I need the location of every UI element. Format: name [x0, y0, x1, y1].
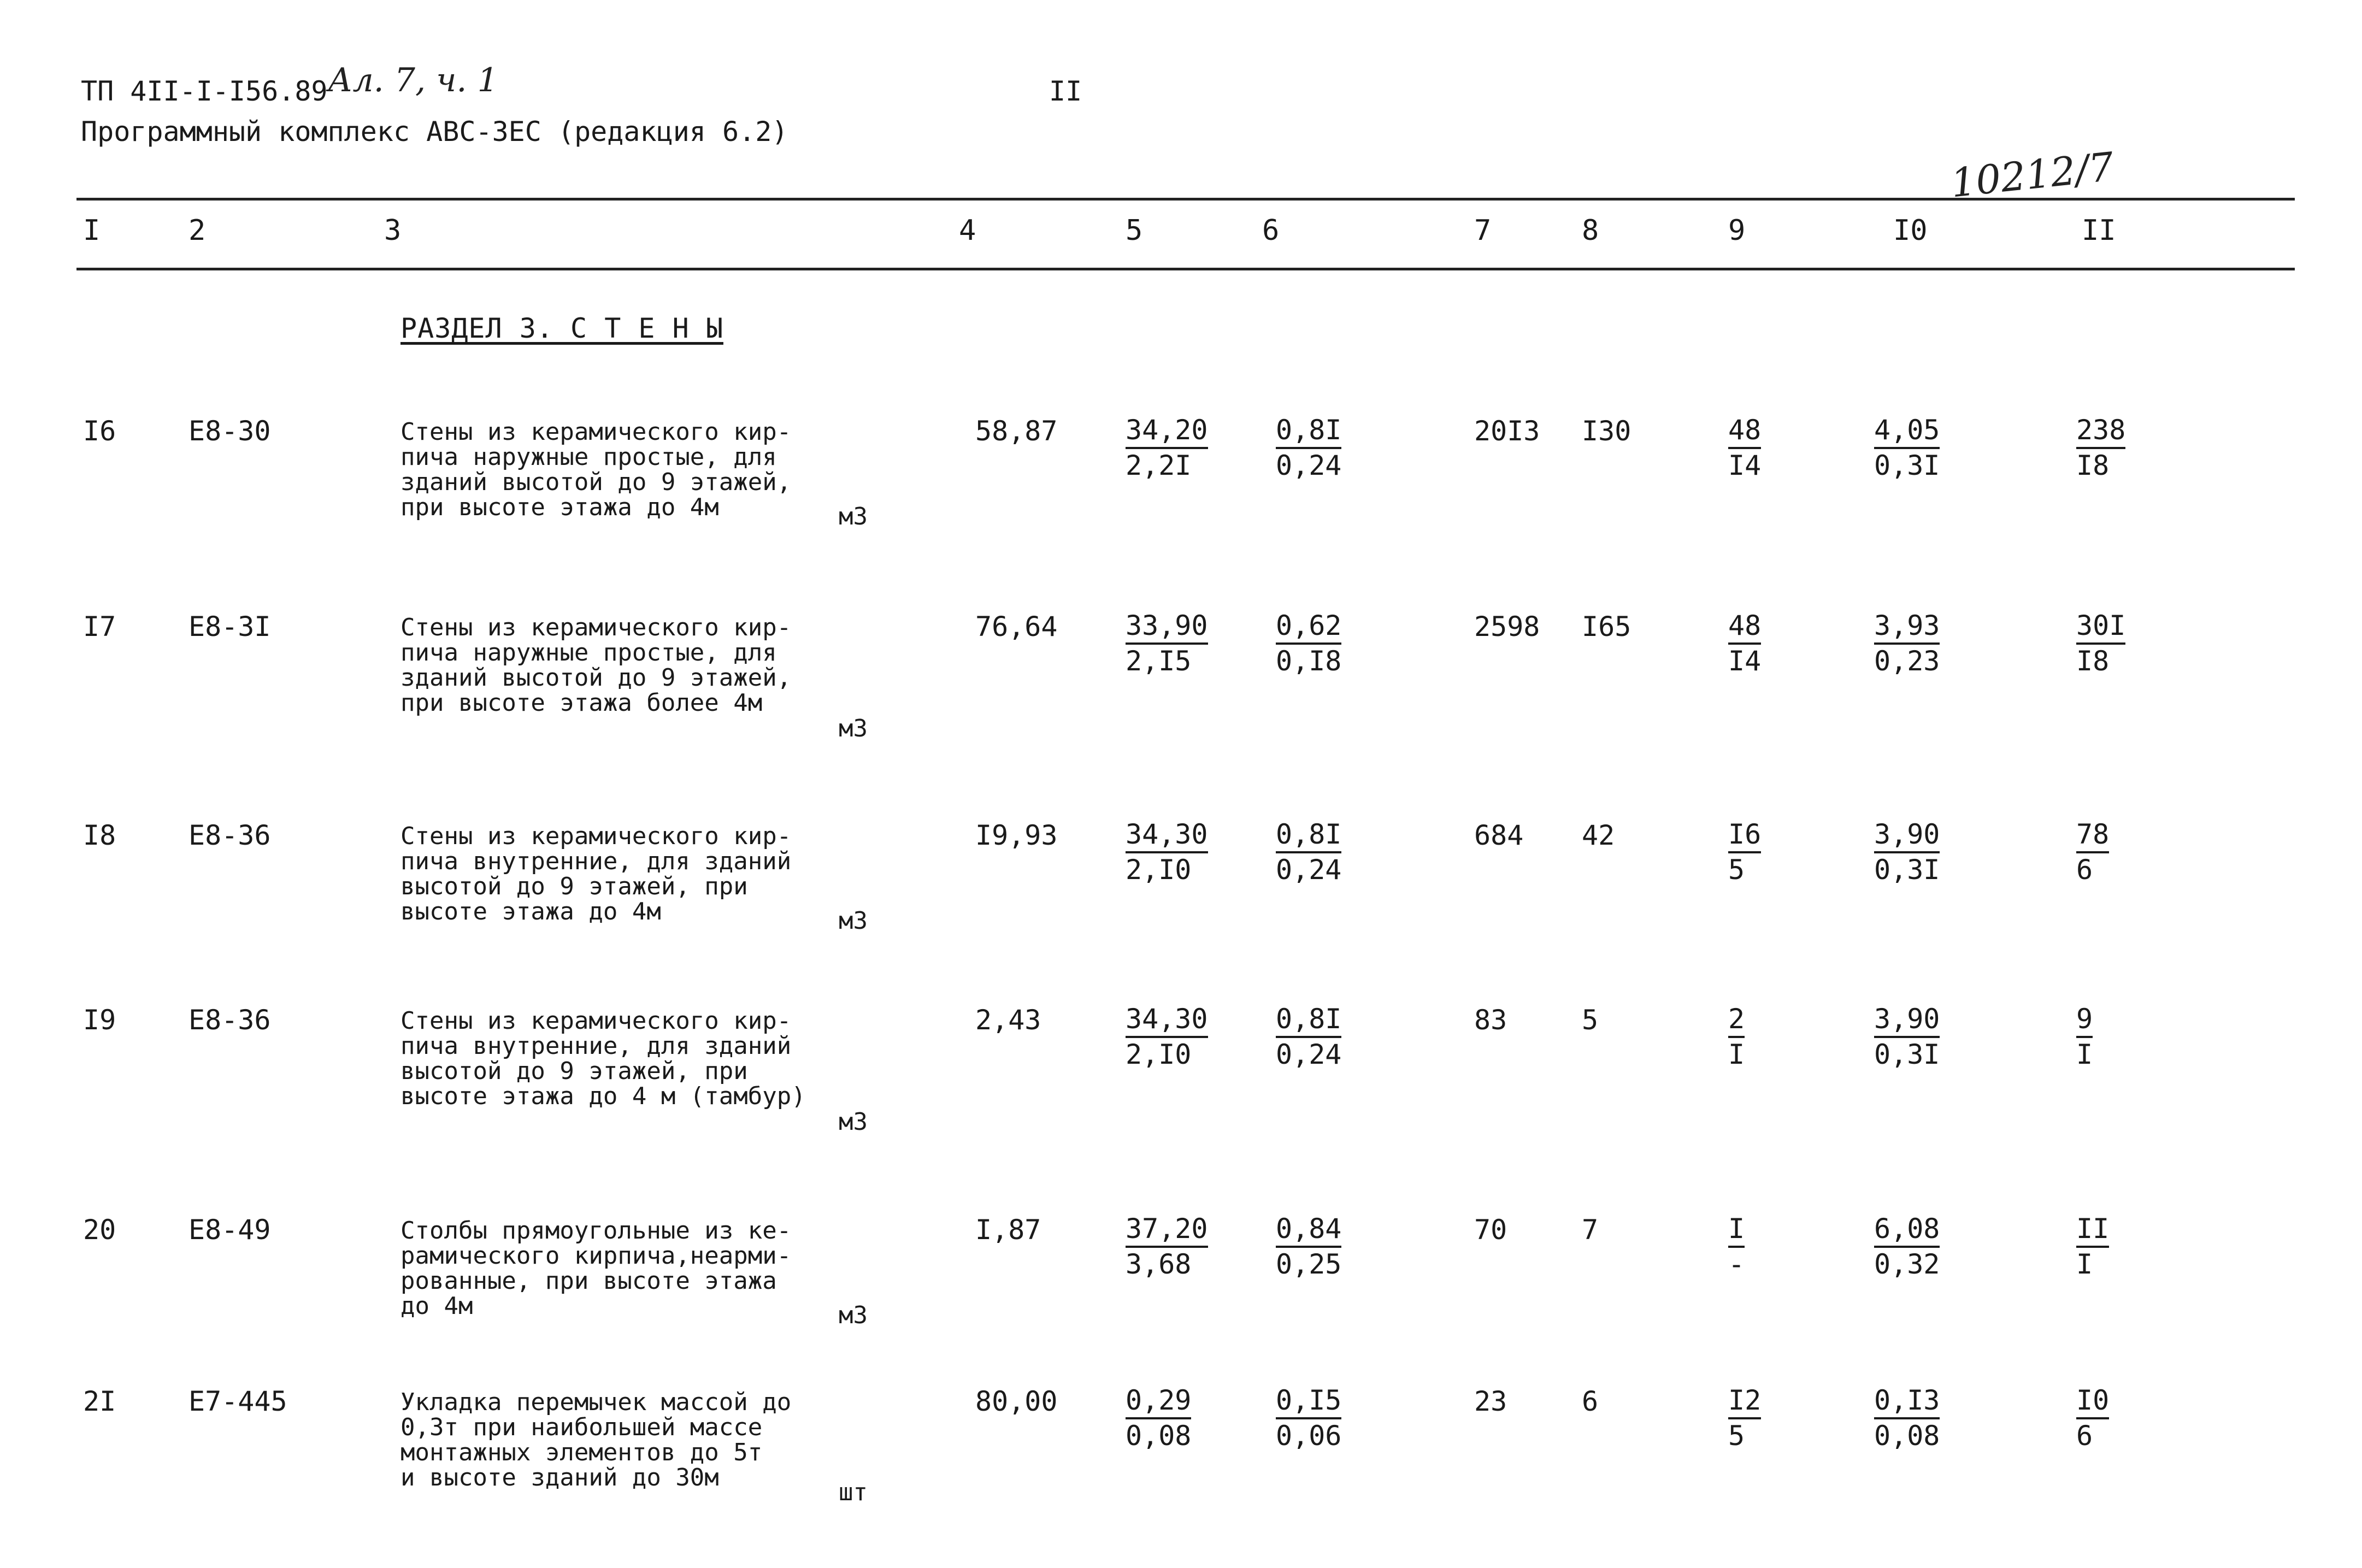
- column-11-value: [2076, 1386, 2109, 1451]
- column-number: 5: [1126, 214, 1143, 247]
- total-cost: 23: [1474, 1386, 1507, 1417]
- column-9-value-denominator: -: [1728, 1248, 1745, 1280]
- column-9-value-denominator: I: [1728, 1039, 1745, 1070]
- column-10-value-numerator: 4,05: [1874, 415, 1940, 449]
- column-11-value: [2076, 1004, 2093, 1070]
- labor-per-unit: [1276, 611, 1341, 676]
- cost-per-unit-numerator: 34,30: [1126, 820, 1208, 853]
- column-11-value-denominator: I: [2076, 1248, 2093, 1280]
- column-number: I0: [1893, 214, 1928, 247]
- quantity: 58,87: [975, 415, 1058, 447]
- cost-per-unit-denominator: 2,I0: [1126, 854, 1192, 886]
- cost-per-unit-denominator: 2,2I: [1126, 450, 1192, 481]
- work-description: Столбы прямоугольные из ке- рамического кирпича,неарми- рованные, при высоте этажа до 4м: [400, 1217, 792, 1320]
- column-9-value-denominator: 5: [1728, 854, 1745, 886]
- column-9-value-numerator: 2: [1728, 1004, 1745, 1038]
- column-9-value-denominator: I4: [1728, 450, 1762, 481]
- labor-per-unit: [1276, 820, 1341, 885]
- column-11-value-denominator: I: [2076, 1039, 2093, 1070]
- column-10-value-denominator: 0,23: [1874, 645, 1940, 677]
- column-number: 9: [1728, 214, 1746, 247]
- column-11-value-numerator: 78: [2076, 820, 2109, 853]
- row-number: I8: [83, 820, 116, 851]
- labor-per-unit-numerator: 0,8I: [1276, 415, 1341, 449]
- labor-per-unit-numerator: 0,8I: [1276, 820, 1341, 853]
- column-number: 8: [1582, 214, 1599, 247]
- column-11-value: [2076, 820, 2109, 885]
- column-9-value: [1728, 1214, 1745, 1280]
- row-number: 2I: [83, 1386, 116, 1417]
- total-cost: 20I3: [1474, 415, 1540, 447]
- column-10-value: [1874, 1004, 1940, 1070]
- unit-of-measure: шт: [839, 1478, 868, 1506]
- norm-code: Е7-445: [189, 1386, 287, 1417]
- total-labor: 7: [1582, 1214, 1599, 1246]
- column-9-value: [1728, 1386, 1761, 1451]
- table-header-rule: [76, 268, 2295, 270]
- column-10-value-denominator: 0,3I: [1874, 450, 1940, 481]
- column-11-value-numerator: 30I: [2076, 611, 2125, 645]
- column-9-value-denominator: 5: [1728, 1420, 1745, 1452]
- labor-per-unit-numerator: 0,I5: [1276, 1386, 1341, 1419]
- column-11-value-numerator: II: [2076, 1214, 2109, 1248]
- column-11-value-numerator: 238: [2076, 415, 2125, 449]
- total-cost: 684: [1474, 820, 1524, 851]
- column-9-value: [1728, 1004, 1745, 1070]
- column-9-value-numerator: I2: [1728, 1386, 1761, 1419]
- column-10-value: [1874, 820, 1940, 885]
- labor-per-unit-denominator: 0,24: [1276, 450, 1342, 481]
- quantity: I9,93: [975, 820, 1058, 851]
- cost-per-unit-numerator: 37,20: [1126, 1214, 1208, 1248]
- column-11-value-denominator: I8: [2076, 450, 2110, 481]
- column-11-value-denominator: 6: [2076, 854, 2093, 886]
- column-10-value-denominator: 0,32: [1874, 1248, 1940, 1280]
- cost-per-unit: [1126, 1214, 1208, 1280]
- quantity: 76,64: [975, 611, 1058, 642]
- labor-per-unit: [1276, 1386, 1341, 1451]
- row-number: I9: [83, 1004, 116, 1036]
- column-10-value: [1874, 415, 1940, 481]
- labor-per-unit-denominator: 0,24: [1276, 1039, 1342, 1070]
- cost-per-unit-numerator: 34,30: [1126, 1004, 1208, 1038]
- labor-per-unit-denominator: 0,06: [1276, 1420, 1342, 1452]
- column-9-value-numerator: I6: [1728, 820, 1761, 853]
- column-11-value-denominator: 6: [2076, 1420, 2093, 1452]
- quantity: 80,00: [975, 1386, 1058, 1417]
- column-9-value-denominator: I4: [1728, 645, 1762, 677]
- total-labor: 42: [1582, 820, 1615, 851]
- column-10-value: [1874, 611, 1940, 676]
- column-number: 4: [959, 214, 976, 247]
- labor-per-unit-numerator: 0,8I: [1276, 1004, 1341, 1038]
- unit-of-measure: м3: [839, 1108, 868, 1136]
- software-title: Программный комплекс АВС-3ЕС (редакция 6.2): [81, 116, 788, 148]
- handwritten-sheet-number: 10212/7: [1948, 143, 2116, 207]
- cost-per-unit: [1126, 415, 1208, 481]
- unit-of-measure: м3: [839, 503, 868, 530]
- column-11-value: [2076, 611, 2125, 676]
- labor-per-unit: [1276, 1214, 1341, 1280]
- column-11-value-numerator: 9: [2076, 1004, 2093, 1038]
- work-description: Стены из керамического кир- пича наружные простые, для зданий высотой до 9 этажей, при высоте этажа до 4м: [400, 418, 792, 521]
- labor-per-unit-denominator: 0,I8: [1276, 645, 1342, 677]
- total-labor: I30: [1582, 415, 1631, 447]
- cost-per-unit: [1126, 611, 1208, 676]
- section-title: РАЗДЕЛ 3. С Т Е Н Ы: [400, 313, 723, 344]
- column-9-value-numerator: 48: [1728, 415, 1761, 449]
- column-10-value-numerator: 3,93: [1874, 611, 1940, 645]
- unit-of-measure: м3: [839, 907, 868, 935]
- column-9-value: [1728, 820, 1761, 885]
- cost-per-unit-numerator: 34,20: [1126, 415, 1208, 449]
- total-labor: 6: [1582, 1386, 1599, 1417]
- work-description: Укладка перемычек массой до 0,3т при наибольшей массе монтажных элементов до 5т и высоте зданий до 30м: [400, 1388, 792, 1492]
- total-cost: 2598: [1474, 611, 1540, 642]
- column-10-value: [1874, 1386, 1940, 1451]
- column-number: I: [83, 214, 101, 247]
- column-number: 6: [1262, 214, 1280, 247]
- column-10-value-numerator: 6,08: [1874, 1214, 1940, 1248]
- column-number: 3: [384, 214, 402, 247]
- column-9-value: [1728, 415, 1761, 481]
- column-number: 2: [189, 214, 206, 247]
- column-10-value-numerator: 3,90: [1874, 1004, 1940, 1038]
- column-10-value: [1874, 1214, 1940, 1280]
- norm-code: Е8-49: [189, 1214, 271, 1246]
- cost-per-unit: [1126, 1386, 1191, 1451]
- column-9-value: [1728, 611, 1761, 676]
- cost-per-unit: [1126, 820, 1208, 885]
- labor-per-unit: [1276, 1004, 1341, 1070]
- column-11-value-numerator: I0: [2076, 1386, 2109, 1419]
- unit-of-measure: м3: [839, 715, 868, 742]
- column-11-value: [2076, 1214, 2109, 1280]
- total-cost: 70: [1474, 1214, 1507, 1246]
- labor-per-unit-denominator: 0,25: [1276, 1248, 1342, 1280]
- norm-code: Е8-3I: [189, 611, 271, 642]
- cost-per-unit-numerator: 33,90: [1126, 611, 1208, 645]
- norm-code: Е8-30: [189, 415, 271, 447]
- quantity: I,87: [975, 1214, 1041, 1246]
- total-labor: 5: [1582, 1004, 1599, 1036]
- unit-of-measure: м3: [839, 1301, 868, 1329]
- document-code: ТП 4II-I-I56.89: [81, 75, 328, 107]
- labor-per-unit-numerator: 0,62: [1276, 611, 1341, 645]
- column-number: 7: [1474, 214, 1492, 247]
- work-description: Стены из керамического кир- пича наружные простые, для зданий высотой до 9 этажей, при высоте этажа более 4м: [400, 614, 792, 717]
- page-number: II: [1049, 75, 1082, 107]
- row-number: 20: [83, 1214, 116, 1246]
- table-top-rule: [76, 198, 2295, 201]
- cost-per-unit-denominator: 3,68: [1126, 1248, 1192, 1280]
- handwritten-note: Ал. 7, ч. 1: [328, 61, 498, 99]
- row-number: I7: [83, 611, 116, 642]
- total-cost: 83: [1474, 1004, 1507, 1036]
- work-description: Стены из керамического кир- пича внутренние, для зданий высотой до 9 этажей, при высоте этажа до 4м: [400, 822, 792, 926]
- column-10-value-denominator: 0,08: [1874, 1420, 1940, 1452]
- cost-per-unit-denominator: 2,I5: [1126, 645, 1192, 677]
- cost-per-unit-denominator: 0,08: [1126, 1420, 1192, 1452]
- labor-per-unit-denominator: 0,24: [1276, 854, 1342, 886]
- column-10-value-numerator: 0,I3: [1874, 1386, 1940, 1419]
- column-11-value: [2076, 415, 2125, 481]
- quantity: 2,43: [975, 1004, 1041, 1036]
- column-number: II: [2082, 214, 2116, 247]
- row-number: I6: [83, 415, 116, 447]
- work-description: Стены из керамического кир- пича внутренние, для зданий высотой до 9 этажей, при высоте этажа до 4 м (тамбур): [400, 1007, 806, 1110]
- labor-per-unit-numerator: 0,84: [1276, 1214, 1341, 1248]
- norm-code: Е8-36: [189, 820, 271, 851]
- norm-code: Е8-36: [189, 1004, 271, 1036]
- column-11-value-denominator: I8: [2076, 645, 2110, 677]
- total-labor: I65: [1582, 611, 1631, 642]
- column-9-value-numerator: 48: [1728, 611, 1761, 645]
- cost-per-unit: [1126, 1004, 1208, 1070]
- cost-per-unit-denominator: 2,I0: [1126, 1039, 1192, 1070]
- column-9-value-numerator: I: [1728, 1214, 1745, 1248]
- column-10-value-denominator: 0,3I: [1874, 1039, 1940, 1070]
- labor-per-unit: [1276, 415, 1341, 481]
- cost-per-unit-numerator: 0,29: [1126, 1386, 1191, 1419]
- column-10-value-numerator: 3,90: [1874, 820, 1940, 853]
- column-10-value-denominator: 0,3I: [1874, 854, 1940, 886]
